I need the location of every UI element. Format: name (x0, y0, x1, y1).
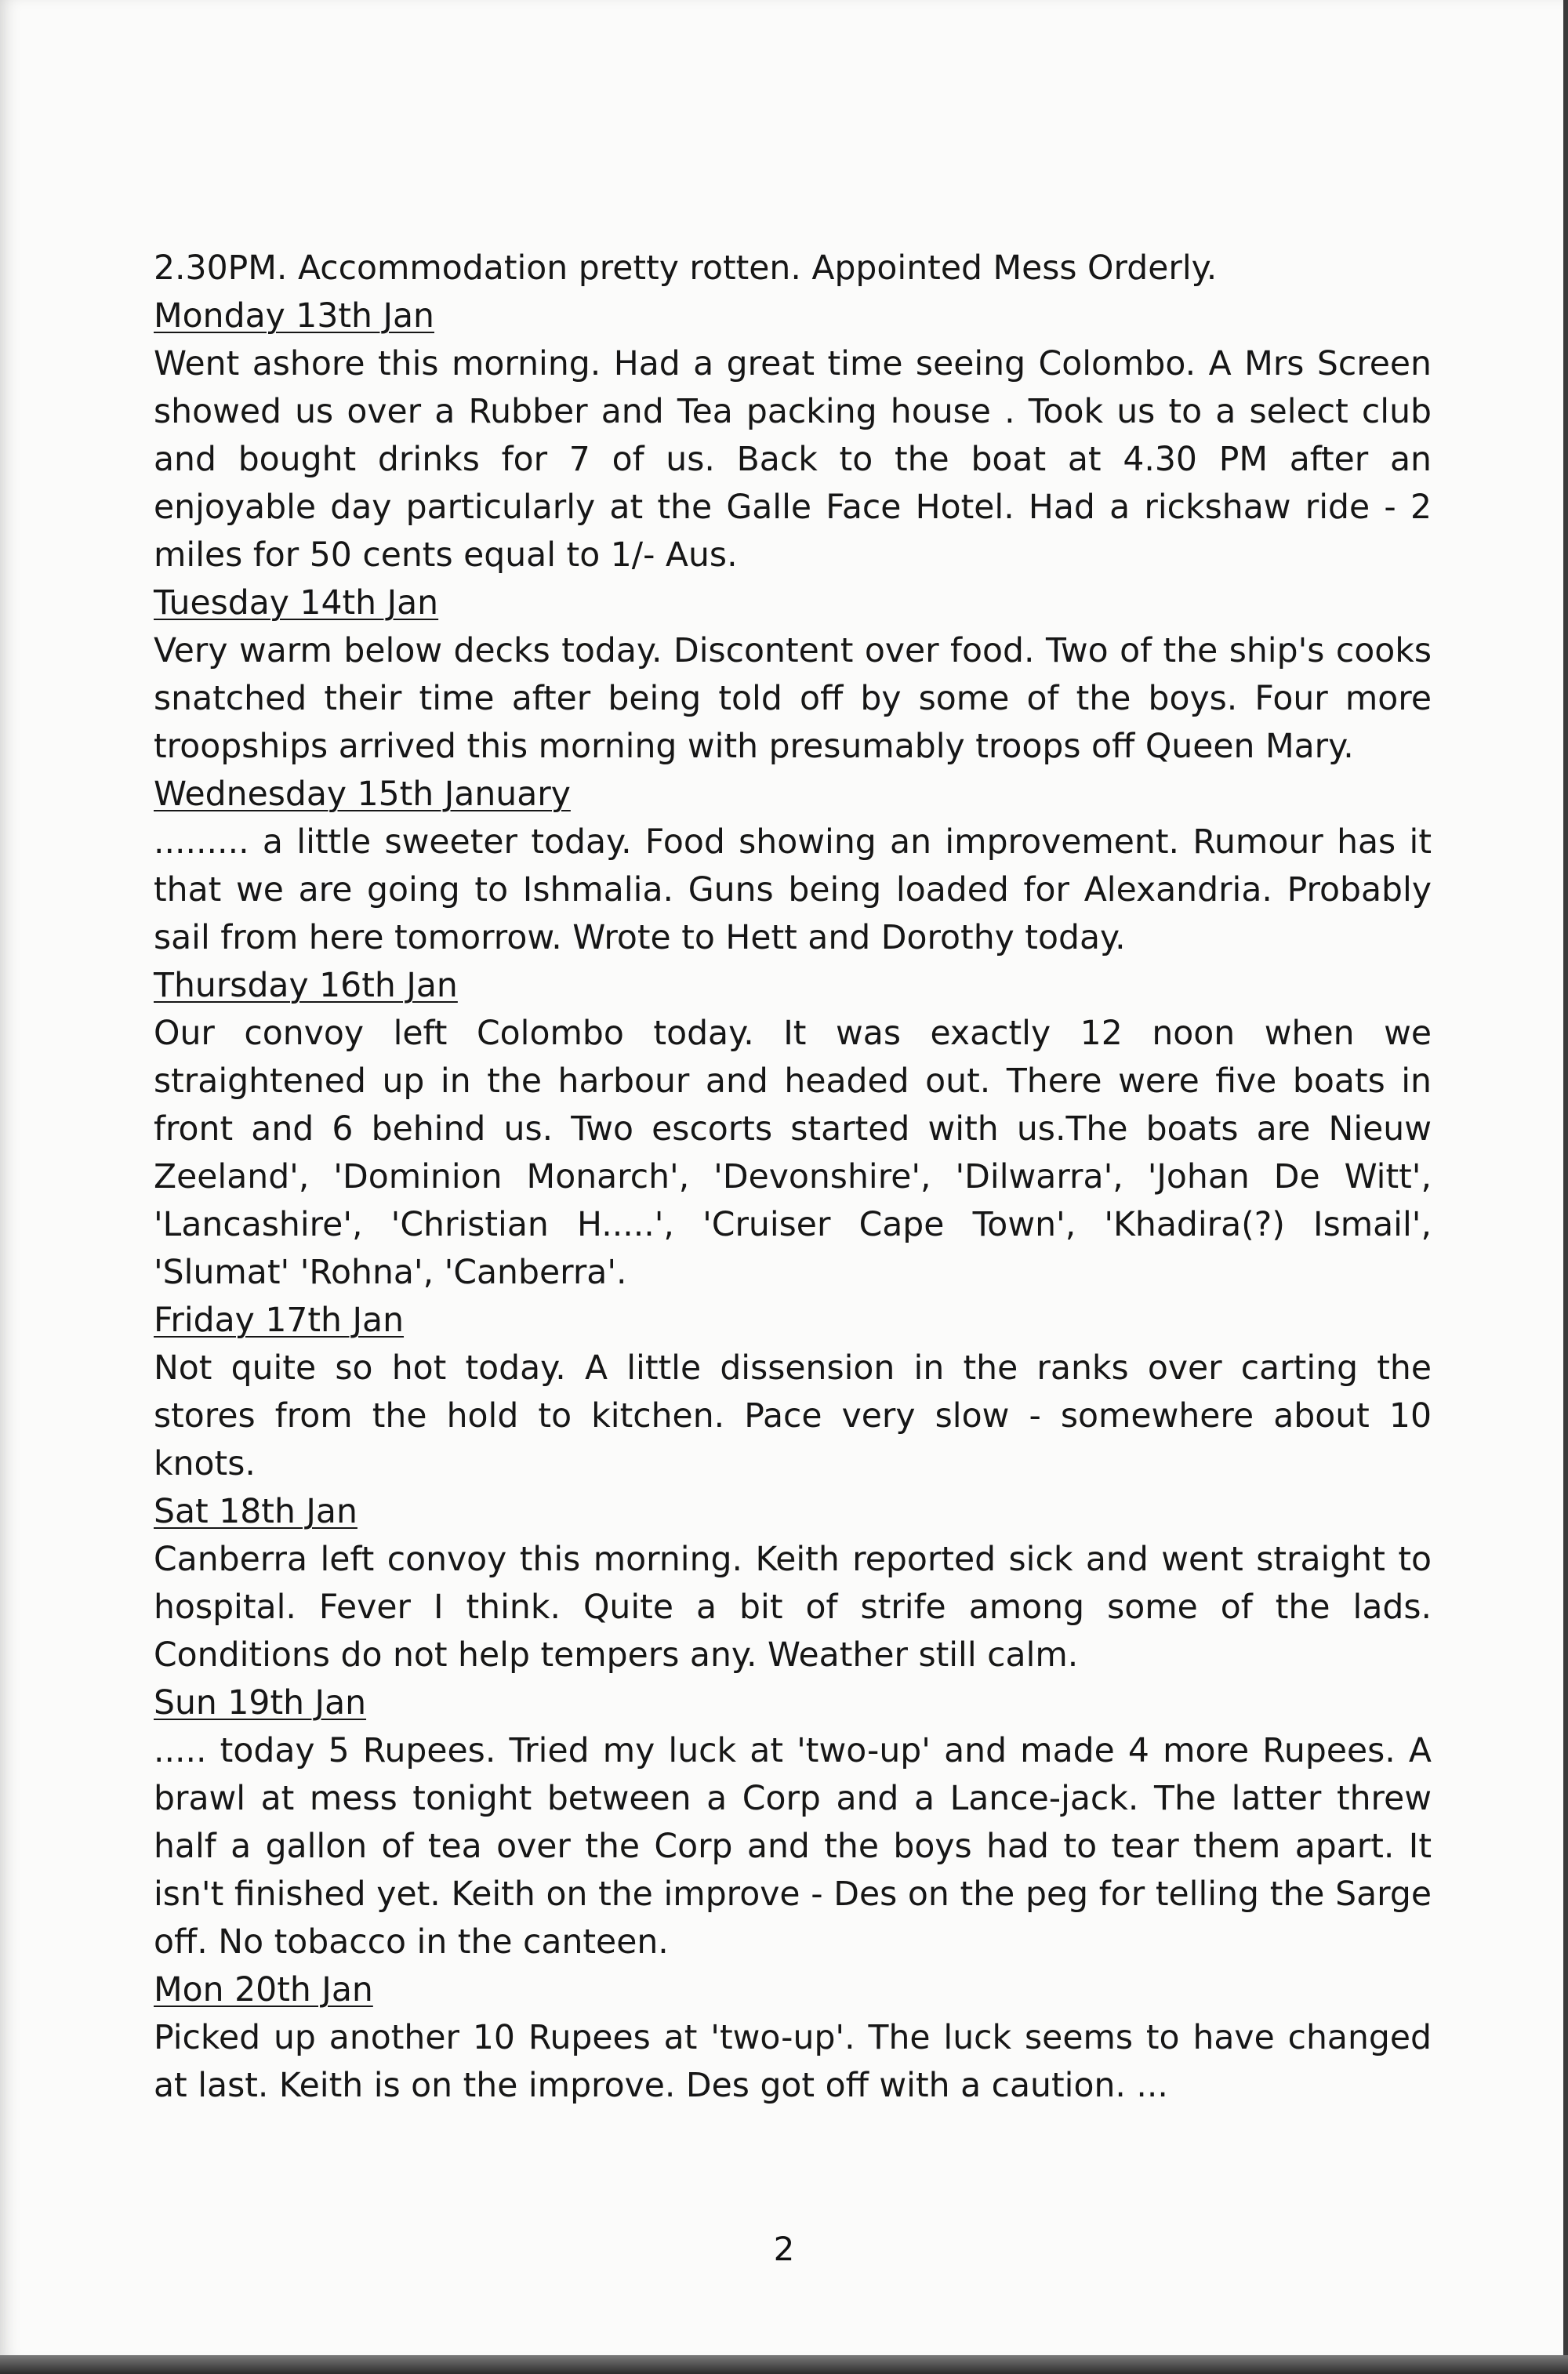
opening-line: 2.30PM. Accommodation pretty rotten. Appointed Mess Orderly. (154, 249, 1218, 288)
entry-date-heading: Friday 17th Jan (154, 1301, 405, 1340)
diary-entries (154, 292, 1432, 2110)
entry-text: Very warm below decks today. Discontent over food. Two of the ship's cooks snatched their time after being told off by some of the boys. Four more troopships arrived this morning with presumably troops off Queen Mary. (154, 632, 1432, 766)
diary-entry (154, 1679, 1432, 1966)
diary-entry (154, 1966, 1432, 2110)
entry-text: Went ashore this morning. Had a great time seeing Colombo. A Mrs Screen showed us over a Rubber and Tea packing house . Took us to a select club and bought drinks for 7 of us. Back to the boat at 4.30 PM after an enjoyable day particularly at the Galle Face Hotel. Had a rickshaw ride - 2 miles for 50 cents equal to 1/- Aus. (154, 345, 1432, 575)
diary-entry (154, 579, 1432, 771)
page-edge-shadow (1563, 0, 1568, 2374)
diary-entry (154, 292, 1432, 579)
diary-entry (154, 962, 1432, 1297)
entry-date-heading: Mon 20th Jan (154, 1971, 373, 2009)
entry-text: Picked up another 10 Rupees at 'two-up'. The luck seems to have changed at last. Keith is on the improve. Des got off with a caution. ... (154, 2019, 1432, 2105)
entry-date-heading: Tuesday 14th Jan (154, 584, 439, 623)
diary-body (154, 245, 1432, 2110)
entry-text: ......... a little sweeter today. Food showing an improvement. Rumour has it that we are going to Ishmalia. Guns being loaded for Alexandria. Probably sail from here tomorrow. Wrote to Hett and Dorothy today. (154, 823, 1432, 957)
page-number: 2 (773, 2230, 795, 2268)
entry-date-heading: Sat 18th Jan (154, 1493, 358, 1531)
entry-date-heading: Wednesday 15th January (154, 775, 571, 814)
diary-entry (154, 1297, 1432, 1488)
bottom-edge-shadow (0, 2355, 1568, 2374)
entry-text: Our convoy left Colombo today. It was exactly 12 noon when we straightened up in the harbour and headed out. There were five boats in front and 6 behind us. Two escorts started with us.The boats are Nieuw Zeeland', 'Dominion Monarch', 'Devonshire', 'Dilwarra', 'Johan De Witt', 'Lancashire', 'Christian H.....', 'Cruiser Cape Town', 'Khadira(?) Ismail', 'Slumat' 'Rohna', 'Canberra'. (154, 1015, 1432, 1292)
entry-text: Canberra left convoy this morning. Keith reported sick and went straight to hospital. Fever I think. Quite a bit of strife among some of the lads. Conditions do not help tempers any. Weather still calm. (154, 1541, 1432, 1675)
diary-entry (154, 1488, 1432, 1679)
entry-date-heading: Monday 13th Jan (154, 297, 434, 336)
entry-date-heading: Sun 19th Jan (154, 1684, 367, 1722)
diary-entry (154, 771, 1432, 962)
entry-text: Not quite so hot today. A little dissension in the ranks over carting the stores from the hold to kitchen. Pace very slow - somewhere about 10 knots. (154, 1349, 1432, 1483)
entry-text: ..... today 5 Rupees. Tried my luck at 'two-up' and made 4 more Rupees. A brawl at mess tonight between a Corp and a Lance-jack. The latter threw half a gallon of tea over the Corp and the boys had to tear them apart. It isn't finished yet. Keith on the improve - Des on the peg for telling the Sarge off. No tobacco in the canteen. (154, 1732, 1432, 1962)
entry-date-heading: Thursday 16th Jan (154, 967, 458, 1005)
